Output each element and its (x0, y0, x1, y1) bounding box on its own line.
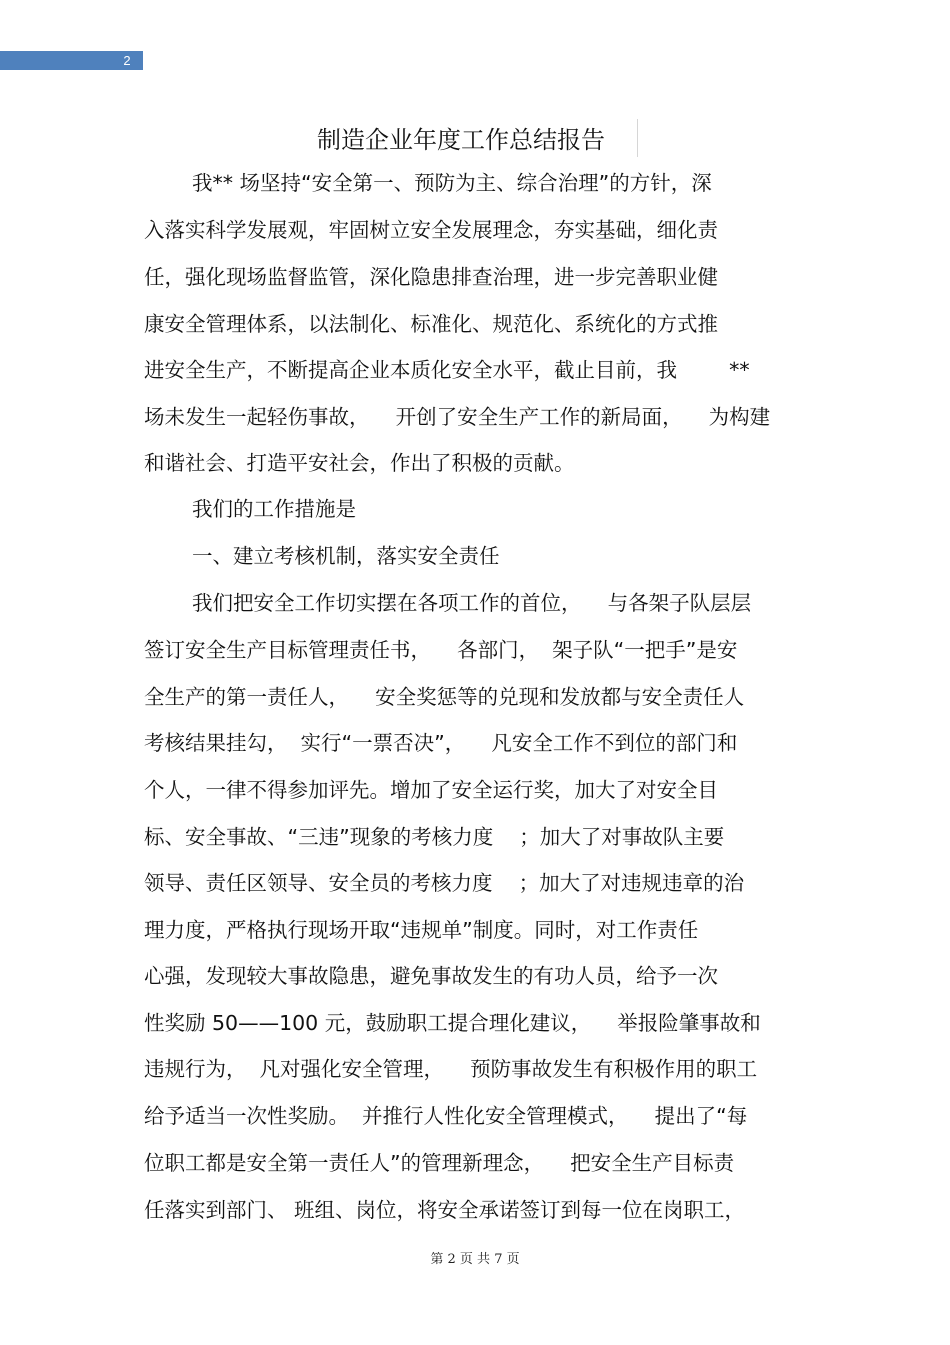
body-line: 位职工都是安全第一责任人”的管理新理念， 把安全生产目标责 (144, 1151, 735, 1175)
body-line: 进安全生产，不断提高企业本质化安全水平，截止目前，我 ** (144, 358, 750, 382)
body-line: 任落实到部门、 班组、岗位，将安全承诺签订到每一位在岗职工， (144, 1198, 746, 1222)
body-line: 理力度，严格执行现场开取“违规单”制度。同时，对工作责任 (144, 918, 699, 942)
body-line: 入落实科学发展观，牢固树立安全发展理念，夯实基础，细化责 (144, 218, 718, 242)
body-line: 和谐社会、打造平安社会，作出了积极的贡献。 (144, 451, 575, 475)
body-line: 全生产的第一责任人， 安全奖惩等的兑现和发放都与安全责任人 (144, 685, 745, 709)
body-line: 心强，发现较大事故隐患，避免事故发生的有功人员，给予一次 (144, 964, 718, 988)
body-line: 领导、责任区领导、安全员的考核力度 ；加大了对违规违章的治 (144, 871, 745, 895)
body-line: 场未发生一起轻伤事故， 开创了安全生产工作的新局面， 为构建 (144, 405, 771, 429)
body-line: 标、安全事故、“三违”现象的考核力度 ；加大了对事故队主要 (144, 825, 725, 849)
page-number: 2 (123, 53, 131, 68)
body-line: 考核结果挂勾， 实行“一票否决”， 凡安全工作不到位的部门和 (144, 731, 738, 755)
body-line: 违规行为， 凡对强化安全管理， 预防事故发生有积极作用的职工 (144, 1057, 758, 1081)
body-line: 康安全管理体系，以法制化、标准化、规范化、系统化的方式推 (144, 312, 718, 336)
body-line: 签订安全生产目标管理责任书， 各部门， 架子队“一把手”是安 (144, 638, 738, 662)
body-line: 我们把安全工作切实摆在各项工作的首位， 与各架子队层层 (192, 591, 752, 615)
body-line: 我** 场坚持“安全第一、预防为主、综合治理”的方针，深 (192, 171, 712, 195)
body-line: 我们的工作措施是 (192, 497, 356, 521)
document-title: 制造企业年度工作总结报告 (317, 126, 605, 154)
page-footer: 第 2 页 共 7 页 (430, 1252, 520, 1267)
body-line: 任，强化现场监督监管，深化隐患排查治理，进一步完善职业健 (144, 265, 718, 289)
body-line: 个人，一律不得参加评先。增加了安全运行奖，加大了对安全目 (144, 778, 718, 802)
page-number-tab (0, 51, 143, 70)
section-heading: 一、建立考核机制，落实安全责任 (192, 544, 500, 568)
body-line: 性奖励 50——100 元，鼓励职工提合理化建议， 举报险肇事故和 (144, 1011, 761, 1035)
body-line: 给予适当一次性奖励。 并推行人性化安全管理模式， 提出了“每 (144, 1104, 748, 1128)
